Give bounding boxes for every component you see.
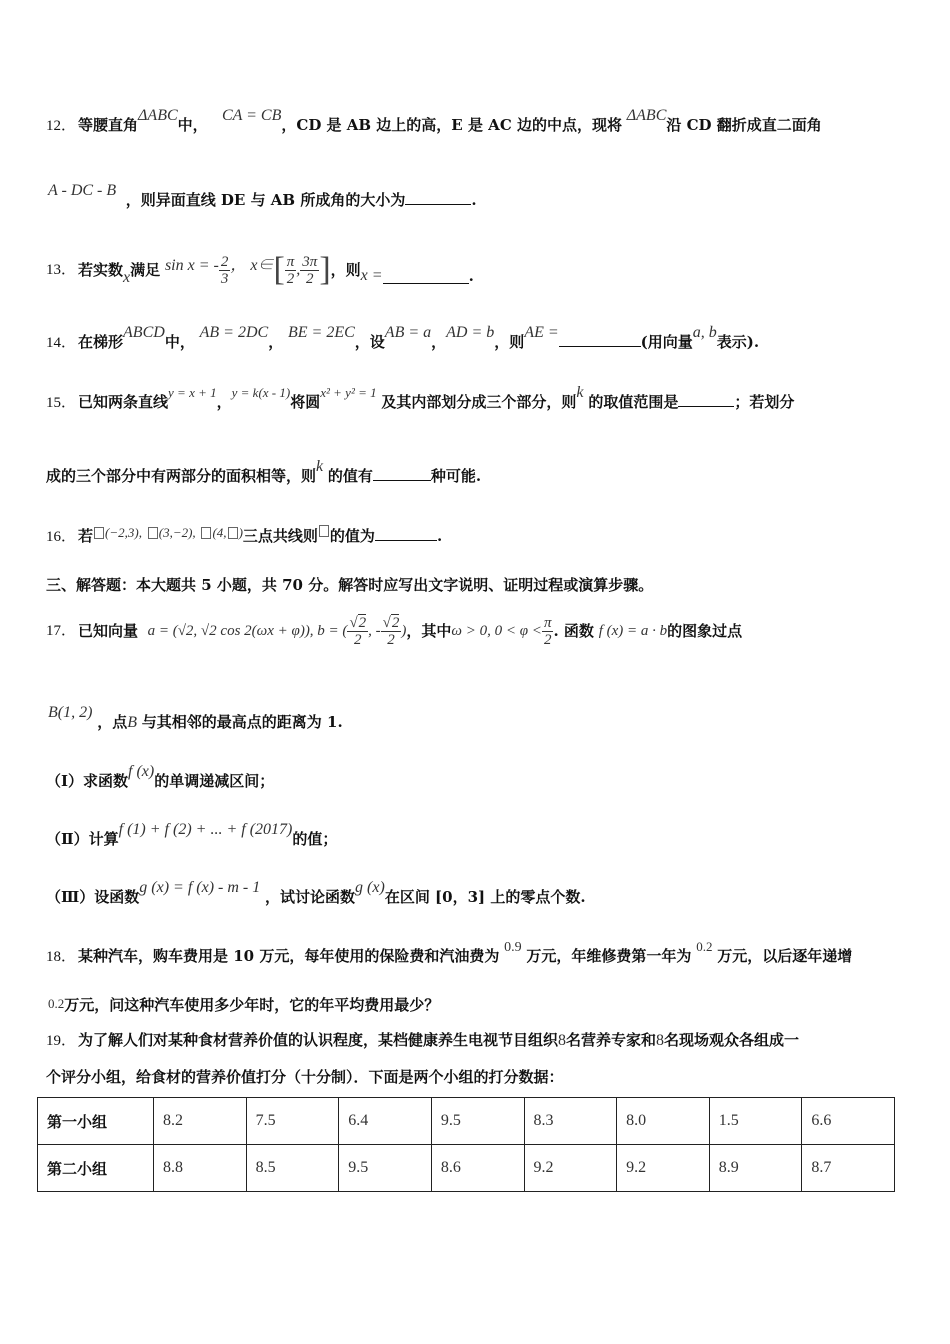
text: 万元，以后逐年递增 [717, 947, 853, 965]
question-12-line2 [48, 182, 477, 211]
answer-blank [375, 526, 437, 541]
missing-glyph-icon [201, 527, 211, 539]
denominator: 2 [286, 270, 295, 287]
math: (−2,3), [105, 525, 142, 540]
math: ) [401, 623, 407, 639]
question-13: 13． 若实数 x 满足 sin x = - $\frac{2}{3}$ ， x∈ [ $\frac{\pi}{2}$ , $\frac{3\pi}{2}$ ] ，则 x = . [46, 251, 474, 288]
math: a = (√2, √2 cos 2(ωx + φ)), b = ( [147, 623, 348, 639]
numerator: 2 [220, 253, 229, 270]
answer-blank [559, 332, 641, 347]
fraction [300, 254, 319, 287]
math: k [316, 458, 324, 475]
denominator: 2 [306, 270, 314, 287]
question-number: 12． [46, 118, 77, 134]
numerator: π [543, 614, 552, 631]
score-cell: 8.7 [802, 1145, 895, 1192]
fraction: $\frac{√2}{2}$ [382, 614, 400, 648]
text: 名现场观众各组成一 [664, 1031, 800, 1049]
section-heading: 三、解答题：本大题共 5 小题，共 70 分。解答时应写出文字说明、证明过程或演算步骤。 [46, 576, 654, 594]
question-15-line1 [46, 384, 795, 413]
text: 的值； [292, 830, 338, 848]
text: 等腰直角 [78, 116, 139, 134]
text: 万元，问这种汽车使用多少年时，它的年平均费用最少？ [64, 996, 440, 1014]
text: 的取值范围是 [588, 393, 679, 411]
text: （Ⅲ）设函数 [46, 888, 140, 906]
math: 8 [558, 1032, 567, 1049]
math: ) [238, 525, 243, 540]
math: B(1, 2) [48, 704, 93, 721]
question-17-line1 [46, 606, 742, 656]
math: AD = b [446, 324, 495, 341]
score-table [37, 1097, 895, 1192]
denominator: 2 [354, 631, 362, 648]
answer-blank [405, 190, 471, 205]
math: g (x) [355, 879, 385, 896]
question-18-line1 [46, 939, 853, 968]
denominator: 3 [220, 270, 229, 287]
math: (4, [212, 525, 227, 540]
text: （Ⅰ）求函数 [46, 772, 129, 790]
score-cell: 9.2 [617, 1145, 710, 1192]
score-cell: 8.5 [246, 1145, 339, 1192]
question-14 [46, 324, 760, 353]
table-row [38, 1145, 895, 1192]
text: ，则 [494, 333, 525, 351]
group-label: 第一小组 [38, 1098, 154, 1145]
question-19-line1 [46, 1030, 799, 1051]
text: 将圆 [290, 393, 321, 411]
text: 满足 [130, 261, 161, 279]
numerator: π [286, 253, 295, 270]
math: f (1) + f (2) + ... + f (2017) [118, 821, 293, 838]
text: 三点共线则 [242, 527, 318, 545]
text: ， [431, 333, 447, 351]
math: sin x = - [164, 257, 219, 274]
question-number: 15． [46, 395, 77, 411]
text: 与其相邻的最高点的距离为 1. [141, 713, 343, 731]
denominator: 2 [543, 631, 552, 648]
text: ，则 [330, 261, 361, 279]
score-cell: 1.5 [709, 1098, 802, 1145]
denominator: 2 [387, 631, 395, 648]
math: y = x + 1 [168, 385, 217, 400]
point-coordinates [93, 523, 243, 541]
score-cell: 8.9 [709, 1145, 802, 1192]
text: 表示). [716, 333, 760, 351]
score-cell: 9.5 [339, 1145, 432, 1192]
score-cell: 9.2 [524, 1145, 617, 1192]
text: （Ⅱ）计算 [46, 830, 119, 848]
text: 已知两条直线 [78, 393, 169, 411]
math: ABCD [123, 324, 165, 341]
score-cell: 6.4 [339, 1098, 432, 1145]
score-cell: 6.6 [802, 1098, 895, 1145]
text: ，其中 [406, 622, 452, 640]
math: y = k(x - 1) [231, 385, 291, 400]
math: 8 [656, 1032, 665, 1049]
missing-glyph-icon [228, 527, 238, 539]
math: g (x) = f (x) - m - 1 [139, 879, 261, 896]
text: . [436, 527, 443, 545]
score-cell: 8.8 [154, 1145, 247, 1192]
math: k [576, 384, 584, 401]
math: B [127, 714, 138, 731]
math: AB = 2DC [199, 324, 269, 341]
fraction [542, 615, 554, 648]
math: a, b [692, 324, 717, 341]
missing-glyph-icon [148, 527, 158, 539]
score-cell: 8.0 [617, 1098, 710, 1145]
text: . [471, 191, 477, 209]
question-16 [46, 526, 442, 547]
math: x = [360, 267, 383, 284]
text: ，试讨论函数 [265, 888, 356, 906]
score-cell: 7.5 [246, 1098, 339, 1145]
text: 在区间 [0，3] 上的零点个数. [384, 888, 586, 906]
question-number: 17． [46, 623, 77, 639]
question-18-line2 [48, 995, 439, 1016]
score-cell: 9.5 [431, 1098, 524, 1145]
question-12-line1 [46, 107, 822, 136]
question-17-part1 [46, 763, 275, 792]
fraction [285, 254, 297, 287]
text: . 函数 [553, 622, 594, 640]
score-cell: 8.3 [524, 1098, 617, 1145]
text: ，CD 是 AB 边上的高，E 是 AC 边的中点，现将 [281, 116, 622, 134]
math: 0.9 [504, 940, 522, 955]
question-17-part3 [46, 879, 586, 908]
text: ，点 [97, 713, 128, 731]
group-label: 第二小组 [38, 1145, 154, 1192]
math: BE = 2EC [287, 324, 355, 341]
missing-glyph-icon [319, 525, 329, 537]
question-17-line2 [48, 704, 343, 733]
text: 的单调递减区间； [154, 772, 275, 790]
math: ΔABC [138, 107, 178, 124]
text: (用向量 [640, 333, 693, 351]
math: x [123, 269, 131, 286]
math: ω > 0, 0 < φ < [451, 623, 542, 639]
math: (3,−2), [158, 525, 196, 540]
math: 0.2 [48, 996, 65, 1011]
text: 名营养专家和 [566, 1031, 657, 1049]
question-19-line2: 个评分小组，给食材的营养价值打分（十分制）．下面是两个小组的打分数据： [46, 1068, 564, 1086]
text: ，则异面直线 DE 与 AB 所成角的大小为 [125, 191, 406, 209]
question-number: 13． [46, 262, 77, 278]
answer-blank [373, 466, 431, 481]
text: 某种汽车，购车费用是 10 万元，每年使用的保险费和汽油费为 [78, 947, 500, 965]
text: 中， [177, 116, 208, 134]
text: 的值为 [329, 527, 375, 545]
answer-blank [383, 269, 469, 284]
question-number: 19． [46, 1033, 77, 1049]
radicand: 2 [391, 614, 400, 631]
text: ， [268, 333, 284, 351]
text: 的图象过点 [667, 622, 743, 640]
score-cell: 8.2 [154, 1098, 247, 1145]
question-15-line2 [46, 458, 482, 487]
math: ΔABC [626, 107, 667, 124]
math: f (x) = a · b [598, 623, 668, 639]
math: x² + y² = 1 [320, 385, 377, 400]
text: ；若划分 [734, 393, 795, 411]
text: 及其内部划分成三个部分，则 [381, 393, 577, 411]
text: 的值有 [327, 467, 373, 485]
text: 沿 CD 翻折成直二面角 [666, 116, 822, 134]
score-cell: 8.6 [431, 1145, 524, 1192]
text: ，设 [354, 333, 385, 351]
math: AB = a [384, 324, 432, 341]
math: , - [368, 623, 381, 639]
text: 种可能. [430, 467, 482, 485]
text: 若实数 [78, 261, 124, 279]
question-number: 18． [46, 949, 77, 965]
text: 在梯形 [78, 333, 124, 351]
text: 万元，年维修费第一年为 [526, 947, 692, 965]
question-number: 14． [46, 335, 77, 351]
question-17-part2 [46, 821, 338, 850]
text: 成的三个部分中有两部分的面积相等，则 [46, 467, 317, 485]
math: A - DC - B [48, 182, 117, 199]
text: 中， [164, 333, 195, 351]
numerator: 3π [302, 253, 318, 270]
missing-glyph-icon [94, 527, 104, 539]
fraction: $\frac{√2}{2}$ [349, 614, 367, 648]
text: 若 [78, 527, 94, 545]
math: 0.2 [696, 939, 713, 954]
text: . [468, 267, 474, 285]
text: 已知向量 [78, 622, 139, 640]
right-bracket: ] [319, 251, 331, 288]
text: 为了解人们对某种食材营养价值的认识程度，某档健康养生电视节目组织 [78, 1031, 559, 1049]
radicand: 2 [358, 614, 367, 631]
math: AE = [524, 324, 559, 341]
question-number: 16． [46, 529, 77, 545]
text: ， [216, 393, 232, 411]
score-table-body [38, 1098, 895, 1192]
fraction [219, 254, 231, 287]
left-bracket: [ [273, 251, 285, 288]
answer-blank [678, 392, 734, 407]
math: CA = CB [221, 107, 282, 124]
math: ， x∈ [230, 257, 274, 274]
table-row [38, 1098, 895, 1145]
math: f (x) [128, 763, 155, 780]
